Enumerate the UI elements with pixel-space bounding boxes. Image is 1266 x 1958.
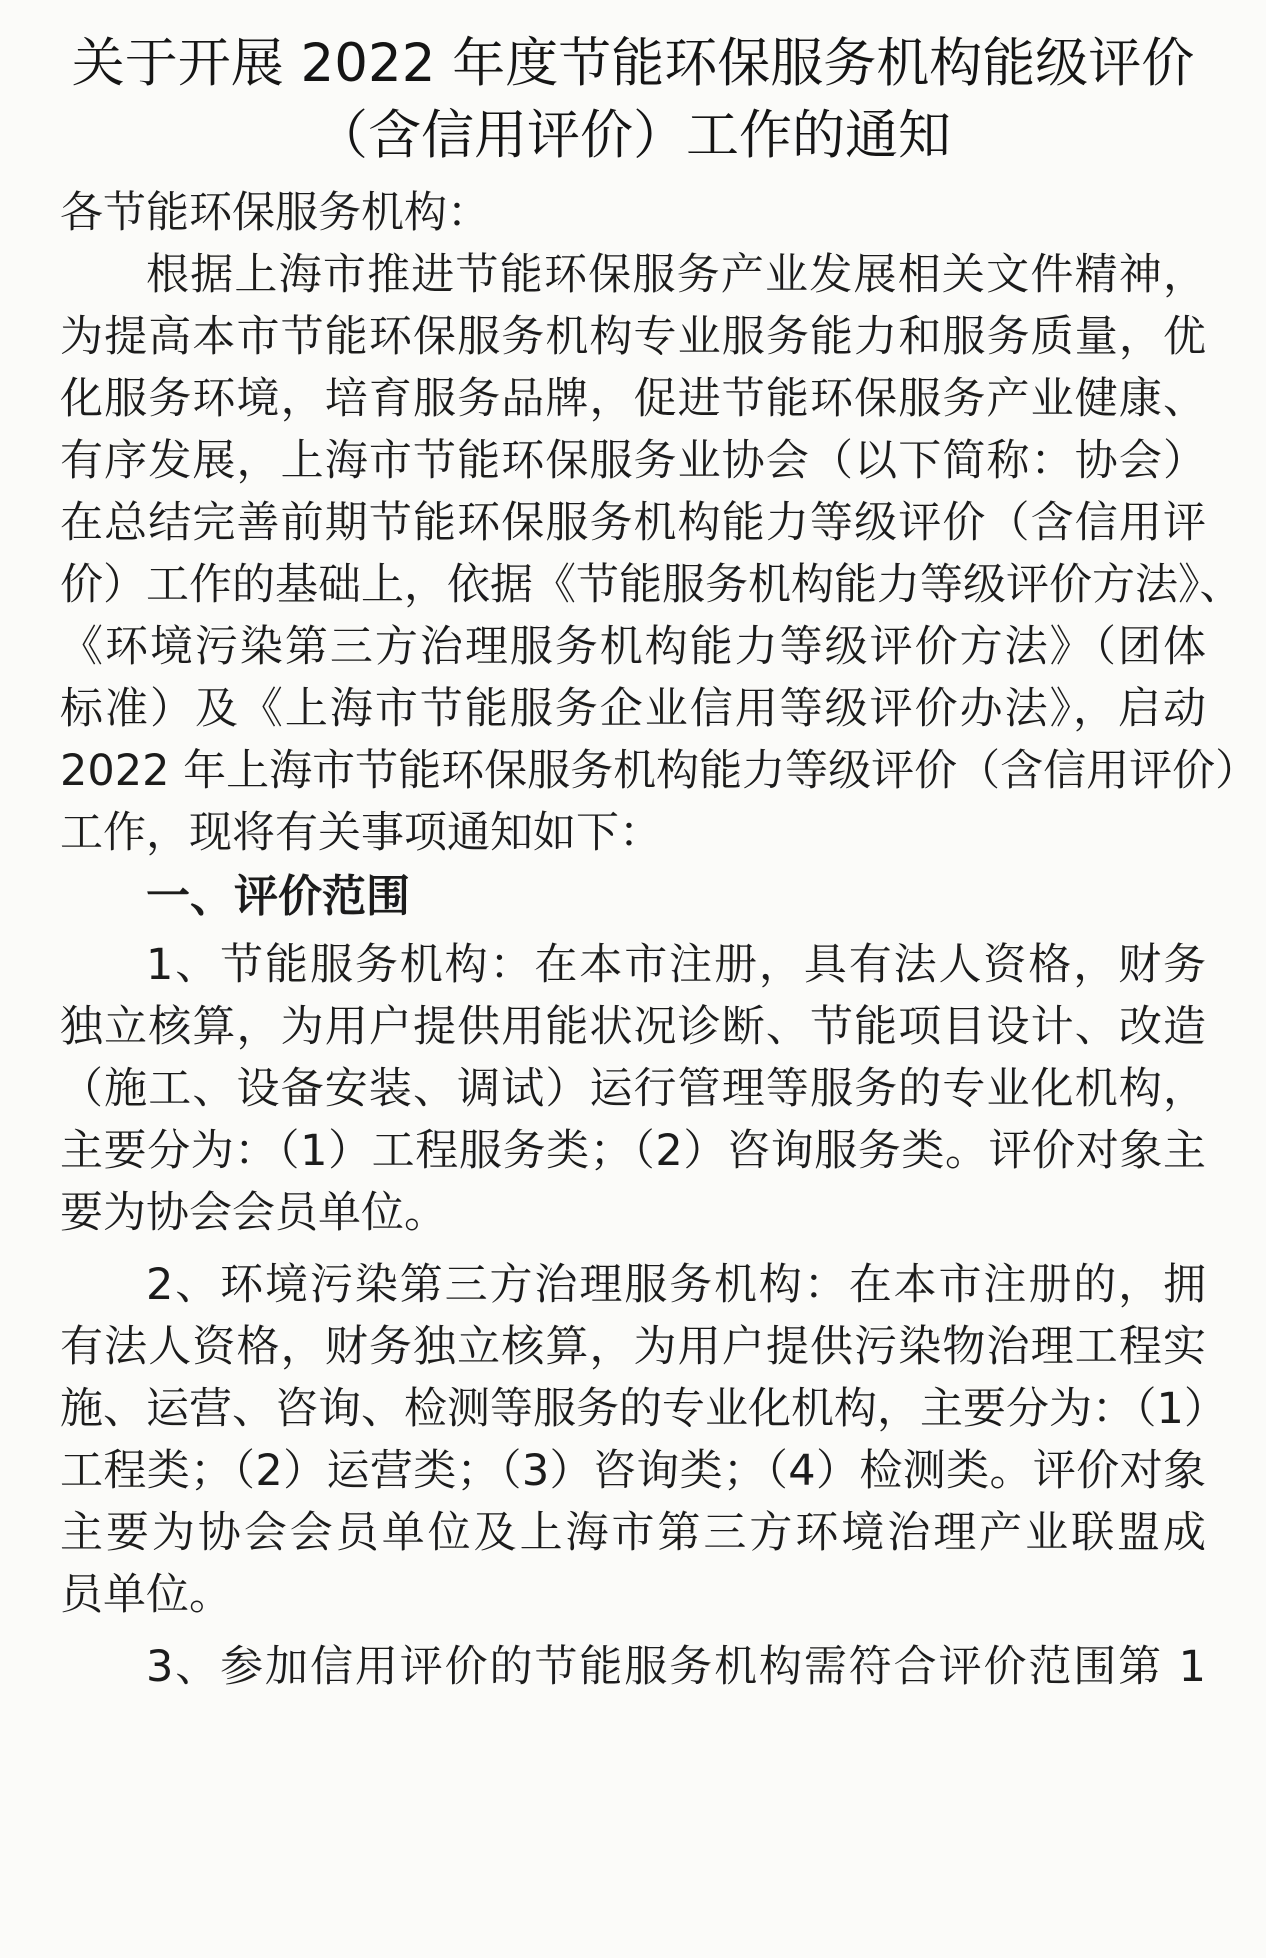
item3-line: 3、参加信用评价的节能服务机构需符合评价范围第 1	[146, 1642, 1206, 1692]
intro-line: 2022 年上海市节能环保服务机构能力等级评价（含信用评价）	[60, 746, 1259, 796]
item1-line: 主要分为：（1）工程服务类；（2）咨询服务类。评价对象主	[60, 1126, 1206, 1176]
item1-line: 独立核算，为用户提供用能状况诊断、节能项目设计、改造	[60, 1002, 1206, 1052]
item2-line: 主要为协会会员单位及上海市第三方环境治理产业联盟成	[60, 1508, 1206, 1558]
item2-line: 员单位。	[60, 1570, 232, 1620]
intro-line: 为提高本市节能环保服务机构专业服务能力和服务质量，优	[60, 312, 1206, 362]
intro-line: 工作，现将有关事项通知如下：	[60, 808, 662, 858]
document-title-line-2: （含信用评价）工作的通知	[315, 105, 951, 166]
item2-line: 有法人资格，财务独立核算，为用户提供污染物治理工程实	[60, 1322, 1206, 1372]
intro-line: 有序发展，上海市节能环保服务业协会（以下简称：协会）	[60, 436, 1206, 486]
item2-line: 工程类；（2）运营类；（3）咨询类；（4）检测类。评价对象	[60, 1446, 1206, 1496]
intro-line: 标准）及《上海市节能服务企业信用等级评价办法》，启动	[60, 684, 1206, 734]
item2-line: 2、环境污染第三方治理服务机构：在本市注册的，拥	[146, 1260, 1206, 1310]
salutation: 各节能环保服务机构：	[60, 188, 490, 238]
document-title-line-1: 关于开展 2022 年度节能环保服务机构能级评价	[71, 33, 1195, 94]
item2-line: 施、运营、咨询、检测等服务的专业化机构，主要分为：（1）	[60, 1384, 1227, 1434]
item1-line: （施工、设备安装、调试）运行管理等服务的专业化机构，	[60, 1064, 1206, 1114]
intro-line: 《环境污染第三方治理服务机构能力等级评价方法》（团体	[60, 622, 1206, 672]
intro-line: 在总结完善前期节能环保服务机构能力等级评价（含信用评	[60, 498, 1206, 548]
intro-line: 化服务环境，培育服务品牌，促进节能环保服务产业健康、	[60, 374, 1206, 424]
section-heading: 一、评价范围	[146, 871, 410, 922]
intro-line: 价）工作的基础上，依据《节能服务机构能力等级评价方法》、	[60, 560, 1243, 610]
item1-line: 要为协会会员单位。	[60, 1188, 447, 1238]
intro-line: 根据上海市推进节能环保服务产业发展相关文件精神，	[146, 250, 1206, 300]
item1-line: 1、节能服务机构：在本市注册，具有法人资格，财务	[146, 940, 1206, 990]
